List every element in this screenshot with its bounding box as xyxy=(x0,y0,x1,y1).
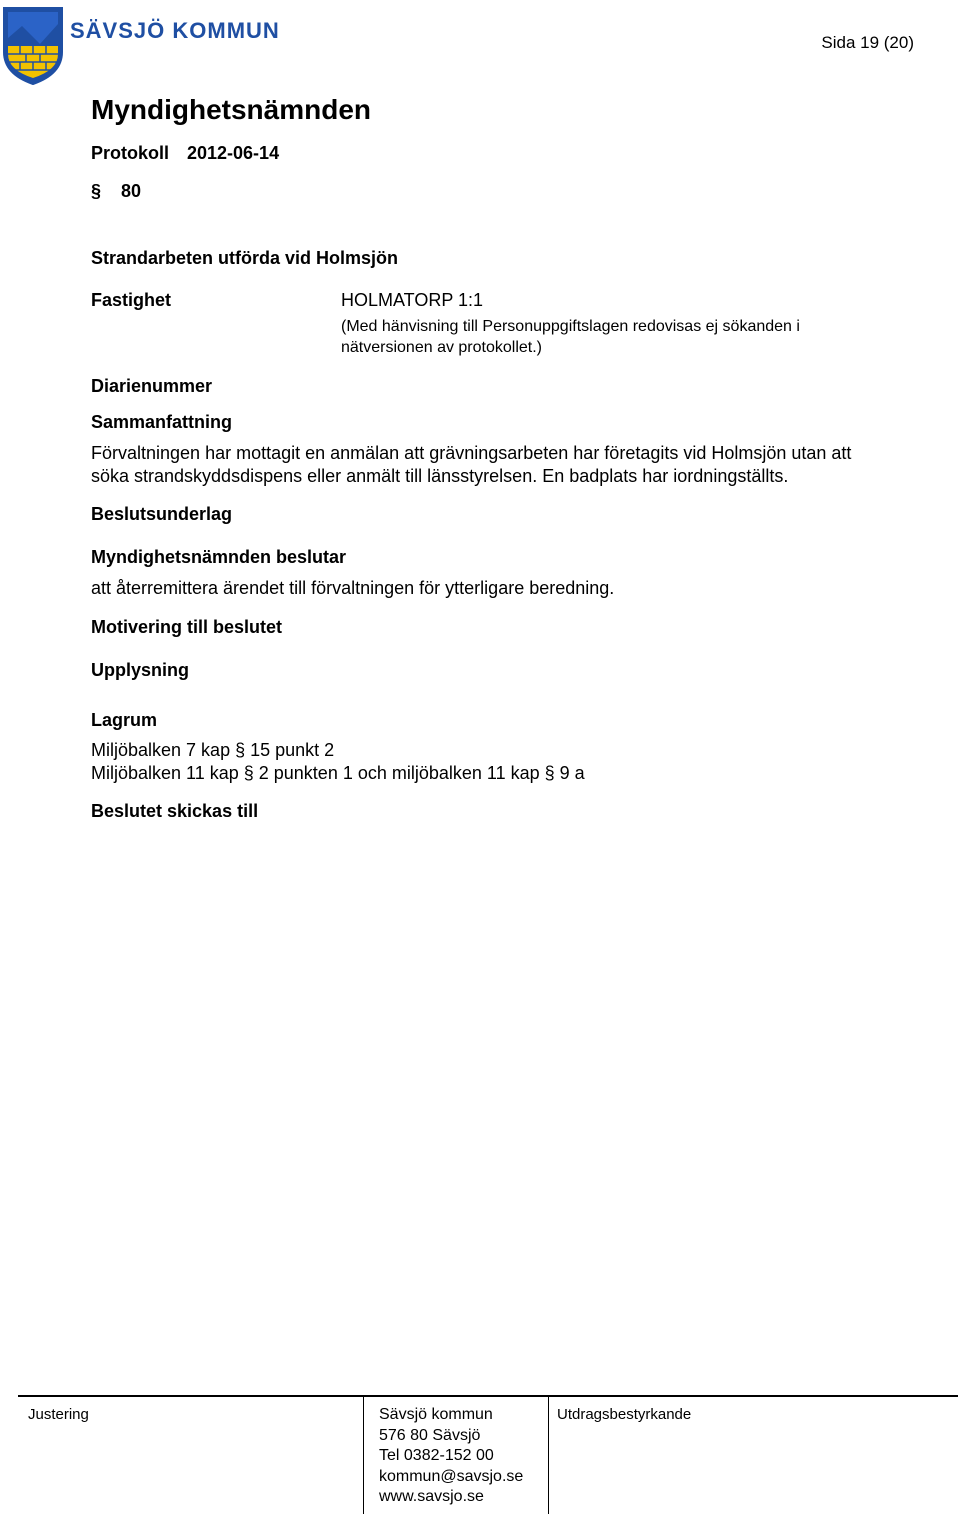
page-number: Sida 19 (20) xyxy=(821,33,914,52)
utdragsbestyrkande-label: Utdragsbestyrkande xyxy=(557,1406,692,1423)
org-website: www.savsjo.se xyxy=(379,1488,484,1505)
sammanfattning-label: Sammanfattning xyxy=(91,412,233,432)
skickas-till-label: Beslutet skickas till xyxy=(91,801,259,821)
lagrum-line2: Miljöbalken 11 kap § 2 punkten 1 och miljöbalken 11 kap § 9 a xyxy=(91,763,585,783)
footer-divider xyxy=(18,1395,958,1397)
org-name: Sävsjö kommun xyxy=(379,1406,493,1423)
fastighet-value: HOLMATORP 1:1 xyxy=(341,290,484,310)
footer-address xyxy=(379,1405,523,1508)
org-email: kommun@savsjo.se xyxy=(379,1467,524,1485)
diarienummer-label: Diarienummer xyxy=(91,376,213,396)
org-phone: Tel 0382-152 00 xyxy=(379,1447,494,1464)
footer-column-divider-right xyxy=(548,1396,549,1514)
beslutsunderlag-label: Beslutsunderlag xyxy=(91,504,233,524)
fastighet-label: Fastighet xyxy=(91,290,172,310)
coat-of-arms-icon xyxy=(0,4,66,86)
savsjo-logo xyxy=(0,4,300,86)
motivering-label: Motivering till beslutet xyxy=(91,617,283,637)
protocol-label: Protokoll xyxy=(91,143,170,163)
lagrum-line1: Miljöbalken 7 kap § 15 punkt 2 xyxy=(91,740,335,760)
privacy-note-line2: nätversionen av protokollet.) xyxy=(341,339,542,356)
sammanfattning-line1: Förvaltningen har mottagit en anmälan att grävningsarbeten har företagits vid Holmsjön utan att xyxy=(91,443,852,463)
justering-label: Justering xyxy=(28,1406,89,1423)
logo-text: SÄVSJÖ KOMMUN xyxy=(70,18,280,43)
beslutar-label: Myndighetsnämnden beslutar xyxy=(91,547,347,567)
upplysning-label: Upplysning xyxy=(91,660,189,680)
beslutar-text: att återremittera ärendet till förvaltningen för ytterligare beredning. xyxy=(91,578,615,598)
sammanfattning-line2: söka strandskyddsdispens eller anmält till länsstyrelsen. En badplats har iordningställts. xyxy=(91,466,789,486)
paragraph-number: 80 xyxy=(121,181,142,201)
org-postal: 576 80 Sävsjö xyxy=(379,1426,481,1444)
subject-heading: Strandarbeten utförda vid Holmsjön xyxy=(91,248,399,268)
lagrum-label: Lagrum xyxy=(91,710,158,730)
privacy-note-line1: (Med hänvisning till Personuppgiftslagen redovisas ej sökanden i xyxy=(341,318,800,335)
protocol-date: 2012-06-14 xyxy=(187,143,280,163)
footer-column-divider-left xyxy=(363,1396,364,1514)
paragraph-sign: § xyxy=(91,181,102,201)
document-title: Myndighetsnämnden xyxy=(91,94,372,125)
